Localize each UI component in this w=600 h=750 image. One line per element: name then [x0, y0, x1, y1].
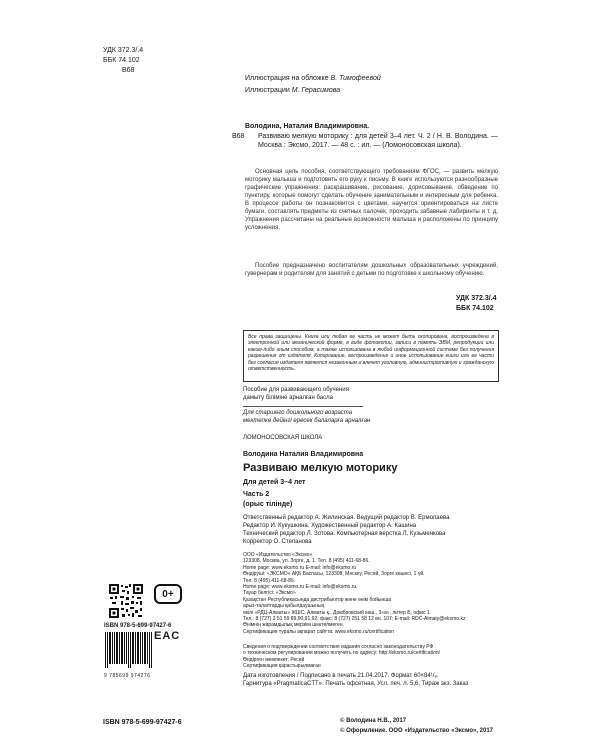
audience-line-4: мектепке дейінгі ересек балаларға арналған: [243, 418, 371, 424]
publisher-line: Home page: www.eksmo.ru E-mail: info@eksmo.ru: [243, 564, 357, 571]
udk-top: УДК 372.3/.4: [103, 47, 144, 54]
abstract-paragraph-1: Основная цель пособия, соответствующего требованиям ФГОС, — развить мелкую моторику малыша и подготовить его руку к письму. В книге используются разнообразные графические упражнения: раскрашивание, рисование, дорисовывание, обведение по пунктиру, которые помогут сделать обучение занимательным и интересным для ребенка. В процессе работы он познакомится с цветами, научится ориентироваться на листе бумаги, составлять предметы из счетных палочек, проходить забавные лабиринты и т. д. Упражнения рассчитаны на реальные возможности малыша и расположены по принципу усложнения.: [245, 169, 498, 231]
eac-mark: EAC: [154, 630, 181, 642]
print-info-block: [243, 672, 503, 688]
author-code-top: В68: [122, 67, 135, 74]
editors-block: [243, 514, 503, 546]
cert-line: Сертификация қарастырылмаған: [243, 663, 321, 670]
editors-line: Корректор О. Степанова: [243, 539, 312, 545]
print-line: Гарнитура «PragmaticaCTT». Печать офсетная. Усл. печ. л. 5,6. Тираж экз. Заказ: [243, 681, 469, 687]
rights-notice-box: [243, 330, 499, 382]
author-name: Володина Наталия Владимировна: [243, 451, 364, 458]
publisher-line: Тел. 8 (495) 411-68-86.: [243, 577, 296, 584]
copyright-author: © Володина Н.В., 2017: [340, 718, 407, 724]
qr-code: [108, 583, 144, 619]
editors-line: Ответственный редактор А. Жилинская. Ведущий редактор В. Ермолаева: [243, 515, 450, 521]
audience-line-2: дамыту бiлiмiне арналған басла: [243, 395, 333, 401]
publisher-line: Өнімнің жарамдылық мерзімі шектелмеген.: [243, 622, 344, 629]
barcode: [104, 632, 154, 678]
age-group: Для детей 3–4 лет: [243, 479, 306, 486]
publisher-line: 123308, Москва, ул. Зорге, д. 1. Тел. 8 (495) 411-68-86.: [243, 558, 370, 565]
age-rating-badge: 0+: [154, 584, 182, 604]
publisher-line: Қазақстан Республикасында дистрибьютор және өнім бойынша: [243, 596, 392, 603]
barcode-digits: 9 785699 974276: [104, 673, 151, 679]
publisher-line: Тауар белгісі: «Эксмо»: [243, 590, 296, 597]
certification-block: [243, 644, 503, 670]
series-name: ЛОМОНОСОВСКАЯ ШКОЛА: [243, 435, 323, 441]
editors-line: Технический редактор Л. Зотова. Компьютерная верстка Л. Кузьменкова: [243, 531, 446, 537]
rights-notice: Все права защищены. Книга или любая ее часть не может быть скопирована, воспроизведена в электронной или механической форме, в виде фотокопии, записи в память ЭВМ, репродукции или каким-либо иным способом, а также использована в любой информационной системе без получения разрешения от издателя. Копирование, воспроизведение и иное использование книги или ее части без согласия издателя является незаконным и влечет уголовную, административную и гражданскую ответственность.: [248, 334, 494, 373]
audience-line-3: Для старшего дошкольного возраста: [243, 410, 353, 416]
print-line: Дата изготовления / Подписано в печать 21.04.2017. Формат 60×84¹/₈.: [243, 673, 439, 679]
publisher-line: Home page: www.eksmo.ru E-mail: info@eksmo.ru.: [243, 584, 358, 591]
publisher-line: ООО «Издательство «Эксмо»: [243, 552, 313, 558]
illustrations-credit: Иллюстрации М. Герасимова: [245, 87, 341, 94]
cert-line: Өндірген мемлекет: Ресей: [243, 656, 305, 663]
publisher-line: Сертификация туралы ақпарат сайтта: www.eksmo.ru/certification: [243, 628, 395, 635]
audience-line-1: Пособие для развивающего обучения: [243, 387, 349, 393]
editors-line: Редактор И. Кукушкина. Художественный редактор А. Кашина: [243, 523, 417, 529]
language-note: (орыс тілінде): [243, 501, 293, 508]
bib-code: В68: [232, 133, 245, 140]
publisher-line: Тел.: 8 (727) 2 51 59 89,90,91,92, факс: 8 (727) 251 58 12 вн. 107; E-mail: RDC-Almaty@eksmo.kz: [243, 616, 466, 623]
cert-line: Сведения о подтверждении соответствия издания согласно законодательству РФ: [243, 644, 434, 650]
publisher-block: [243, 552, 503, 635]
abstract-paragraph-2: Пособие предназначено воспитателям дошкольных образовательных учреждений, гувернерам и родителям для занятий с детьми по подготовке к школьному обучению.: [245, 263, 498, 277]
divider: [243, 406, 363, 407]
bbk-right: ББК 74.102: [456, 305, 494, 312]
bbk-top: ББК 74.102: [103, 57, 140, 64]
isbn-bottom: ISBN 978-5-699-97427-6: [103, 719, 182, 726]
udk-right: УДК 372.3/.4: [456, 295, 497, 302]
bib-text: Развиваю мелкую моторику : для детей 3–4 лет. Ч. 2 / Н. В. Володина. — Москва : Эксмо, 2017. — 48 с. : ил. — (Ломоносовская школа).: [258, 133, 498, 149]
cover-illustration-credit: Иллюстрация на обложке В. Тимофеевой: [245, 75, 381, 82]
isbn-small: ISBN 978-5-699-97427-6: [104, 623, 172, 629]
cert-line: о техническом регулировании можно получить по адресу: http://eksmo.ru/certification/: [243, 650, 440, 657]
book-title: Развиваю мелкую моторику: [243, 462, 398, 474]
publisher-line: өкілі «РДЦ-Алматы» ЖШС, Алматы қ., Домбровский көш., 3«а», литер Б, офис 1.: [243, 609, 432, 616]
publisher-line: арыз-талаптарды қабылдаушының: [243, 603, 325, 610]
copyright-publisher: © Оформление. ООО «Издательство «Эксмо», 2017: [340, 728, 494, 734]
audience-block: [243, 386, 499, 425]
bib-author: Володина, Наталия Владимировна.: [245, 123, 370, 130]
publisher-line: Өндіруші: «ЭКСМО» АҚБ Баспасы, 123308, Мәскеу, Ресей, Зорге көшесі, 1 үй.: [243, 571, 425, 578]
part-number: Часть 2: [243, 491, 270, 498]
